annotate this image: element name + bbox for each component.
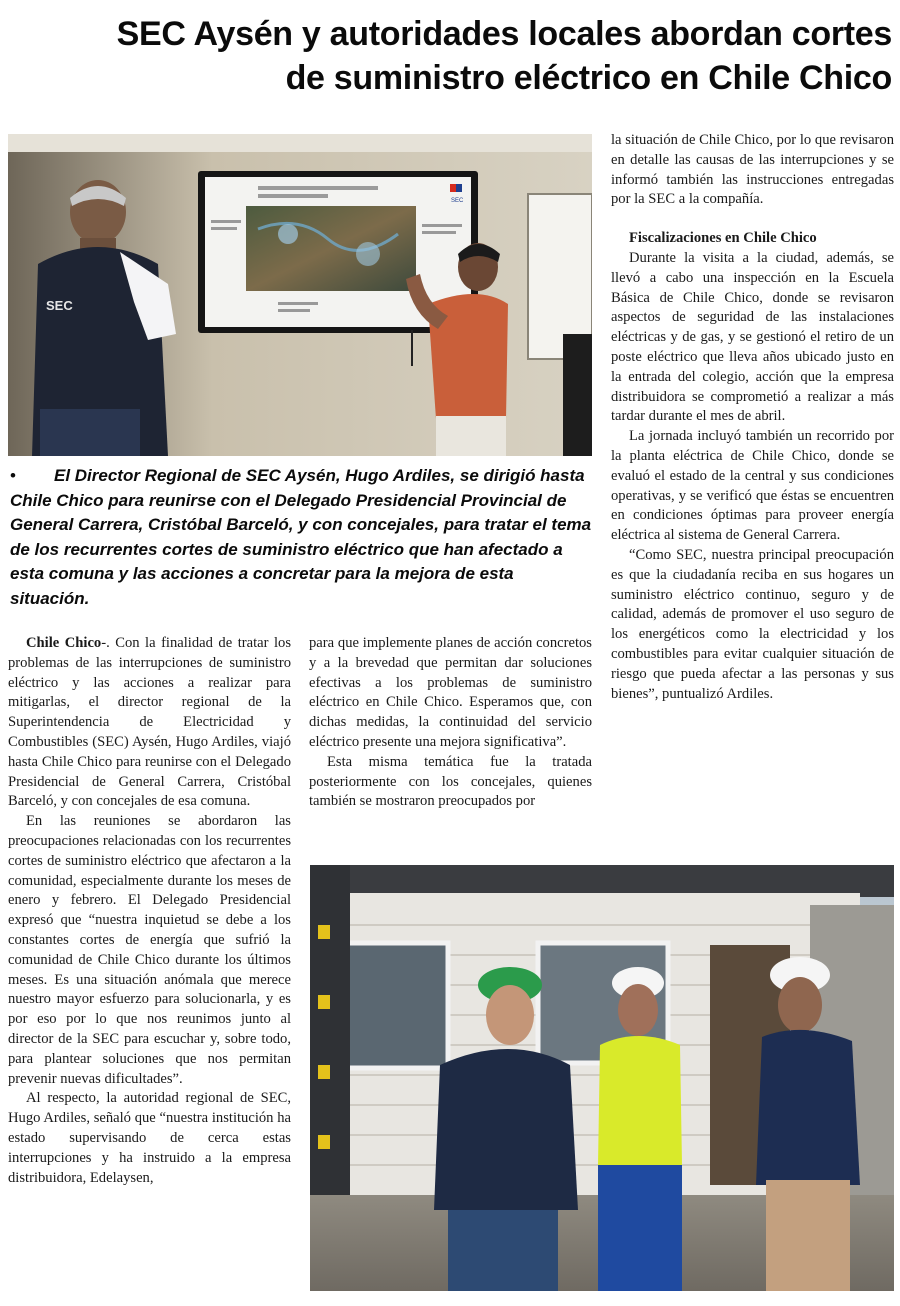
paragraph-text: -. Con la finalidad de tratar los problemas de las interrupciones de suministro eléctrico y las acciones a realizar para mitigarlas, el director regional de la Superintendencia de Electricidad y Combustibles (SEC) Aysén, Hugo Ardiles, viajó hasta Chile Chico para reunirse con el Delegado Presidencial de General Carrera, Cristóbal Barceló, y con concejales de esa comuna. — [8, 635, 291, 810]
paragraph: Al respecto, la autoridad regional de SEC, Hugo Ardiles, señaló que “nuestra institución ha estado supervisando de cerca estas interrupciones y ha instruido a la empresa distribuidora, Edelaysen, — [8, 1090, 291, 1186]
caption-bullet: • — [10, 466, 16, 485]
article-column-1 — [8, 634, 291, 1188]
paragraph: “Como SEC, nuestra principal preocupación es que la ciudadanía reciba en sus hogares un suministro eléctrico continuo, seguro y de calidad, además de promover el uso seguro de los energéticos como la electricidad y los combustibles para evitar cualquier situación de riesgo que pueda afectar a las personas y sus bienes”, puntualizó Ardiles. — [611, 546, 894, 702]
section-subheading: Fiscalizaciones en Chile Chico — [629, 230, 817, 247]
vest-label: SEC — [46, 298, 73, 313]
article-column-3 — [611, 131, 894, 704]
paragraph: la situación de Chile Chico, por lo que revisaron en detalle las causas de las interrupciones y se informó también las instrucciones entregadas por la SEC a la compañía. — [611, 132, 894, 208]
caption-text: El Director Regional de SEC Aysén, Hugo Ardiles, se dirigió hasta Chile Chico para reunirse con el Delegado Presidencial Provincial de General Carrera, Cristóbal Barceló, y con concejales, para tratar el tema de los recurrentes cortes de suministro eléctrico que han afectado a esta comuna y las acciones a concretar para la mejora de esta situación. — [10, 466, 592, 608]
dateline: Chile Chico — [26, 635, 102, 651]
paragraph: En las reuniones se abordaron las preocupaciones relacionadas con los recurrentes cortes de suministro eléctrico que afectaron a la comunidad, especialmente durante los meses de enero y febrero. El Delegado Presidencial expresó que “nuestra inquietud se debe a los constantes cortes de energía que sufrió la comunidad de Chile Chico durante los últimos meses. Es una situación anómala que merece nuestro mayor esfuerzo para solucionarla, y es por eso por lo que nos reunimos junto al director de la SEC para escuchar y, sobre todo, para plantear soluciones que nos permitan prevenir nuevas dificultades”. — [8, 813, 291, 1087]
paragraph: Durante la visita a la ciudad, además, se llevó a cabo una inspección en la Escuela Básica de Chile Chico, donde se revisaron aspectos de seguridad de las instalaciones eléctricas y de gas, y se gestionó el retiro de un poste eléctrico que lleva años ubicado justo en la entrada del colegio, acción que la empresa distribuidora se comprometió a realizar a más tardar durante el mes de abril. — [611, 249, 894, 425]
article-headline — [10, 12, 892, 100]
screen-logo: SEC — [451, 198, 464, 204]
article-column-2 — [309, 634, 592, 812]
headline-line-2: de suministro eléctrico en Chile Chico — [285, 59, 892, 97]
photo-caption — [10, 464, 595, 611]
presentation-photo — [8, 134, 592, 456]
paragraph: para que implemente planes de acción concretos y a la brevedad que permitan dar soluciones efectivas a los problemas de suministro eléctrico en Chile Chico. Esperamos que, con dichas medidas, la continuidad del servicio eléctrico presente una mejora significativa”. — [309, 635, 592, 750]
screen-text-line — [258, 186, 378, 190]
paragraph — [8, 634, 291, 812]
paragraph: Esta misma temática fue la tratada posteriormente con los concejales, quienes también se mostraron preocupados por — [309, 753, 592, 810]
headline-line-1: SEC Aysén y autoridades locales abordan cortes — [116, 15, 892, 53]
paragraph: La jornada incluyó también un recorrido por la planta eléctrica de Chile Chico, donde se evaluó el estado de la central y sus condiciones operativas, y se verificó que éstas se encuentren en condiciones óptimas para proveer energía eléctrica al sistema de General Carrera. — [611, 428, 894, 544]
inspection-photo — [310, 865, 894, 1291]
